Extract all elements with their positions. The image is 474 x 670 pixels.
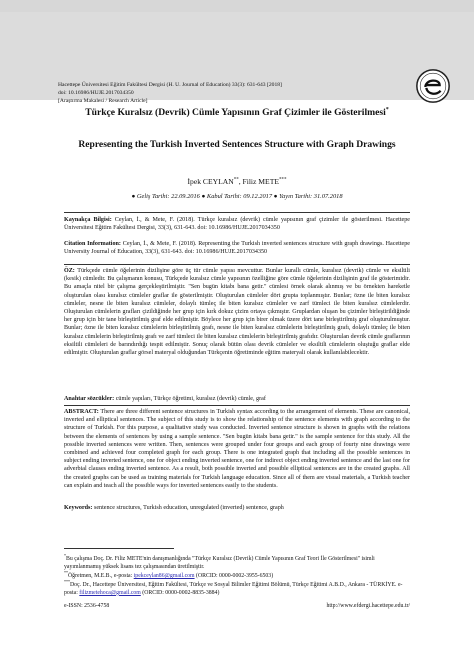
article-dates: ● Geliş Tarihi: 22.09.2016 ● Kabul Tarihi: 09.12.2017 ● Yayın Tarihi: 31.07.2018 (131, 193, 343, 200)
citation-english (64, 240, 410, 256)
footnote-2-mark: ** (64, 570, 68, 575)
abstract-turkish-text: Türkçede cümle öğelerinin dizilişine göre üç tür cümle yapısı mevcuttur. Bunlar kurallı cümle, kuralsız (devrik) cümle ve eksiltili (kesik) cümledir. Bu çalışmanın konusu, Türkçede kuralsız cümle yapısının özelliğine göre cümle öğelerinin dizilişinin graf ile gösterimidir. Bu amaçla nitel bir çalışma gerçekleştirilmiştir. "Sen bugün kitabı bana getir." cümlesi örnek olarak alınmış ve bu örnekten hareketle oluşturulan olası kuralsız cümleler graflar ile gösterilmiştir. Oluşturulan cümleler dört grupta toplanmıştır. Bunlar; özne ile biten kuralsız cümleler, nesne ile biten kuralsız cümleler, dolaylı tümleç ile biten kuralsız cümleler ve zarf tümleci ile biten kuralsız cümlelerdir. Oluşturulan cümlelerin grafları çizildiğinde her grup için kırk dokuz çizim ortaya çıkmıştır. Gruplardan oluşan bu çizimler birleştirildiğinde her grup için bir tane birleştirilmiş graf elde edilmiştir. Böylece her grup için birer olmak üzere dört tane birleştirilmiş graf oluşturulmuştur. Bunlar; özne ile biten kuralsız cümlelerin birleştirilmiş grafı, nesne ile biten kuralsız cümlelerin birleştirilmiş grafı, dolaylı tümleç ile biten kuralsız cümlelerin birleştirilmiş grafı ve zarf tümleci ile biten kuralsız cümlelerin birleştirilmiş grafıdır. Oluşturulan devrik cümle graflarının eksiltili cümleleri de barındırdığı tespit edilmiştir. Sonuç olarak bütün olası devrik cümleler ve eksiltili cümlelerin oluştuğu graflar elde edilmiştir. Oluşturulan graflar görsel materyal olduğundan Türkçenin öğretiminde eğitim materyali olarak kullanılabilecektir. (64, 268, 410, 357)
citation-english-text: Ceylan, İ., & Mete, F. (2018). Representing the Turkish inverted sentences structure with graph drawings. Hacettepe University Journal of Education, 33(3), 631-643. doi: 10.16986/HUJE.2017034350 (64, 241, 410, 256)
divider (64, 212, 410, 213)
abstract-english-label: ABSTRACT: (64, 409, 99, 415)
author-1-mark: ** (233, 177, 239, 183)
footnote-3-text: Doç. Dr., Hacettepe Üniversitesi, Eğitim Fakültesi, Türkçe ve Sosyal Bilimler Eğitimi Bölümü, Türkçe Eğitimi A.B.D., Ankara - TÜRKİYE. e-posta: (64, 581, 403, 596)
footer-issn: e-ISSN: 2536-4758 (64, 603, 110, 609)
abstract-english-text: There are three different sentence structures in Turkish syntax according to the arrangement of elements. These are canonical, inverted and elliptical sentences. The subject of this study is to show the relationship of the sentence elements with graph according to the structure of Turkish. For this purpose, a qualitative study was conducted. Inverted sentence structure is shown in graphs with the relations between the elements of sentences by using a sample sentence. "Sen bugün kitabı bana getir." is the sample sentence for this study. All the possible inverted sentences were written. Then, sentences were grouped under four groups and each group of fourty nine drawings were combined and achieved four completed graph for each group. There is one integrated graph that including all the possible sentences in subject ending inverted sentence, one for object ending inverted sentence, one for indirect object ending inverted sentence and the last one for adverbial clauses ending inverted sentence. As a result, both possible inverted and possible elliptical sentences are in the created graphs. All the created graphs can be used as training materials for Turkish language education. Since all of them are visual materials, a Turkish teacher can explain and teach all the possible ways for inverted sentences easily to the students. (64, 409, 410, 489)
author-2: Filiz METE (242, 177, 279, 186)
footnote-3-email-link[interactable]: filizmetehoca@gmail.com (79, 589, 141, 596)
author-separator: , (238, 177, 243, 186)
journal-logo-icon (414, 67, 452, 105)
article-type-line: [Araştırma Makalesi / Research Article] (58, 98, 148, 104)
author-2-mark: *** (278, 177, 287, 183)
keywords-turkish (64, 395, 410, 403)
citation-turkish (64, 216, 410, 232)
footer-url-link[interactable]: http://www.efdergi.hacettepe.edu.tr/ (326, 603, 410, 609)
journal-header-text (58, 81, 418, 105)
abstract-english (64, 408, 410, 490)
footnote-3-mark: *** (64, 579, 70, 584)
journal-header (0, 12, 474, 104)
keywords-turkish-text: cümle yapıları, Türkçe öğretimi, kuralsız (devrik) cümle, graf (115, 396, 266, 402)
divider (64, 405, 410, 406)
keywords-english-label: Keywords: (64, 505, 93, 511)
footnote-1-mark: * (64, 553, 66, 558)
footnote-3-orcid: (ORCID: 0000-0002-8835-3884) (140, 589, 220, 596)
divider (64, 264, 410, 265)
journal-citation-line: Hacettepe Üniversitesi Eğitim Fakültesi Dergisi (H. U. Journal of Education) 33(3): 631-643 [2018] (58, 82, 282, 88)
title-turkish (60, 104, 414, 119)
journal-doi-line: doi: 10.16986/HUJE.2017034350 (58, 90, 134, 96)
footnote-3 (64, 578, 410, 598)
author-1: İpek CEYLAN (187, 177, 234, 186)
footnote-1-text: Bu çalışma Doç. Dr. Filiz METE'nin danışmanlığında "Türkçe Kuralsız (Devrik) Cümle Yapısının Graf Teori İle Gösterilmesi" isimli yayımlanmamış yüksek lisans tez çalışmasından üretilmiştir. (64, 555, 375, 570)
footnote-divider (64, 548, 174, 549)
keywords-english-text: sentence structures, Turkish education, unregulated (inverted) sentence, graph (93, 505, 284, 511)
abstract-turkish-label: ÖZ: (64, 268, 75, 274)
footnote-2-text: Öğretmen, M.E.B., e-posta: (68, 572, 134, 579)
title-english: Representing the Turkish Inverted Sentences Structure with Graph Drawings (78, 139, 396, 150)
citation-turkish-text: Ceylan, İ., & Mete, F. (2018). Türkçe kuralsız (devrik) cümle yapısının graf çizimler ile gösterilmesi. Hacettepe Üniversitesi Eğitim Fakültesi Dergisi, 33(3), 631-643. doi: 10.16986/HUJE.2017034350 (64, 217, 411, 232)
author-line (0, 177, 474, 186)
page-footer (64, 603, 410, 609)
footnote-2-orcid: (ORCID: 0000-0002-3955-6503) (194, 572, 274, 579)
citation-turkish-label: Kaynakça Bilgisi: (64, 217, 112, 223)
citation-english-label: Citation Information: (64, 241, 121, 247)
keywords-turkish-label: Anahtar sözcükler: (64, 396, 115, 402)
title-turkish-text: Türkçe Kuralsız (Devrik) Cümle Yapısının Graf Çizimler ile Gösterilmesi (85, 107, 386, 119)
abstract-turkish (64, 267, 410, 357)
header-top-bar (0, 0, 474, 12)
title-footnote-mark: * (385, 107, 389, 113)
keywords-english (64, 504, 410, 512)
footnote-2-email-link[interactable]: ipekceylan86@gmail.com (133, 572, 195, 579)
